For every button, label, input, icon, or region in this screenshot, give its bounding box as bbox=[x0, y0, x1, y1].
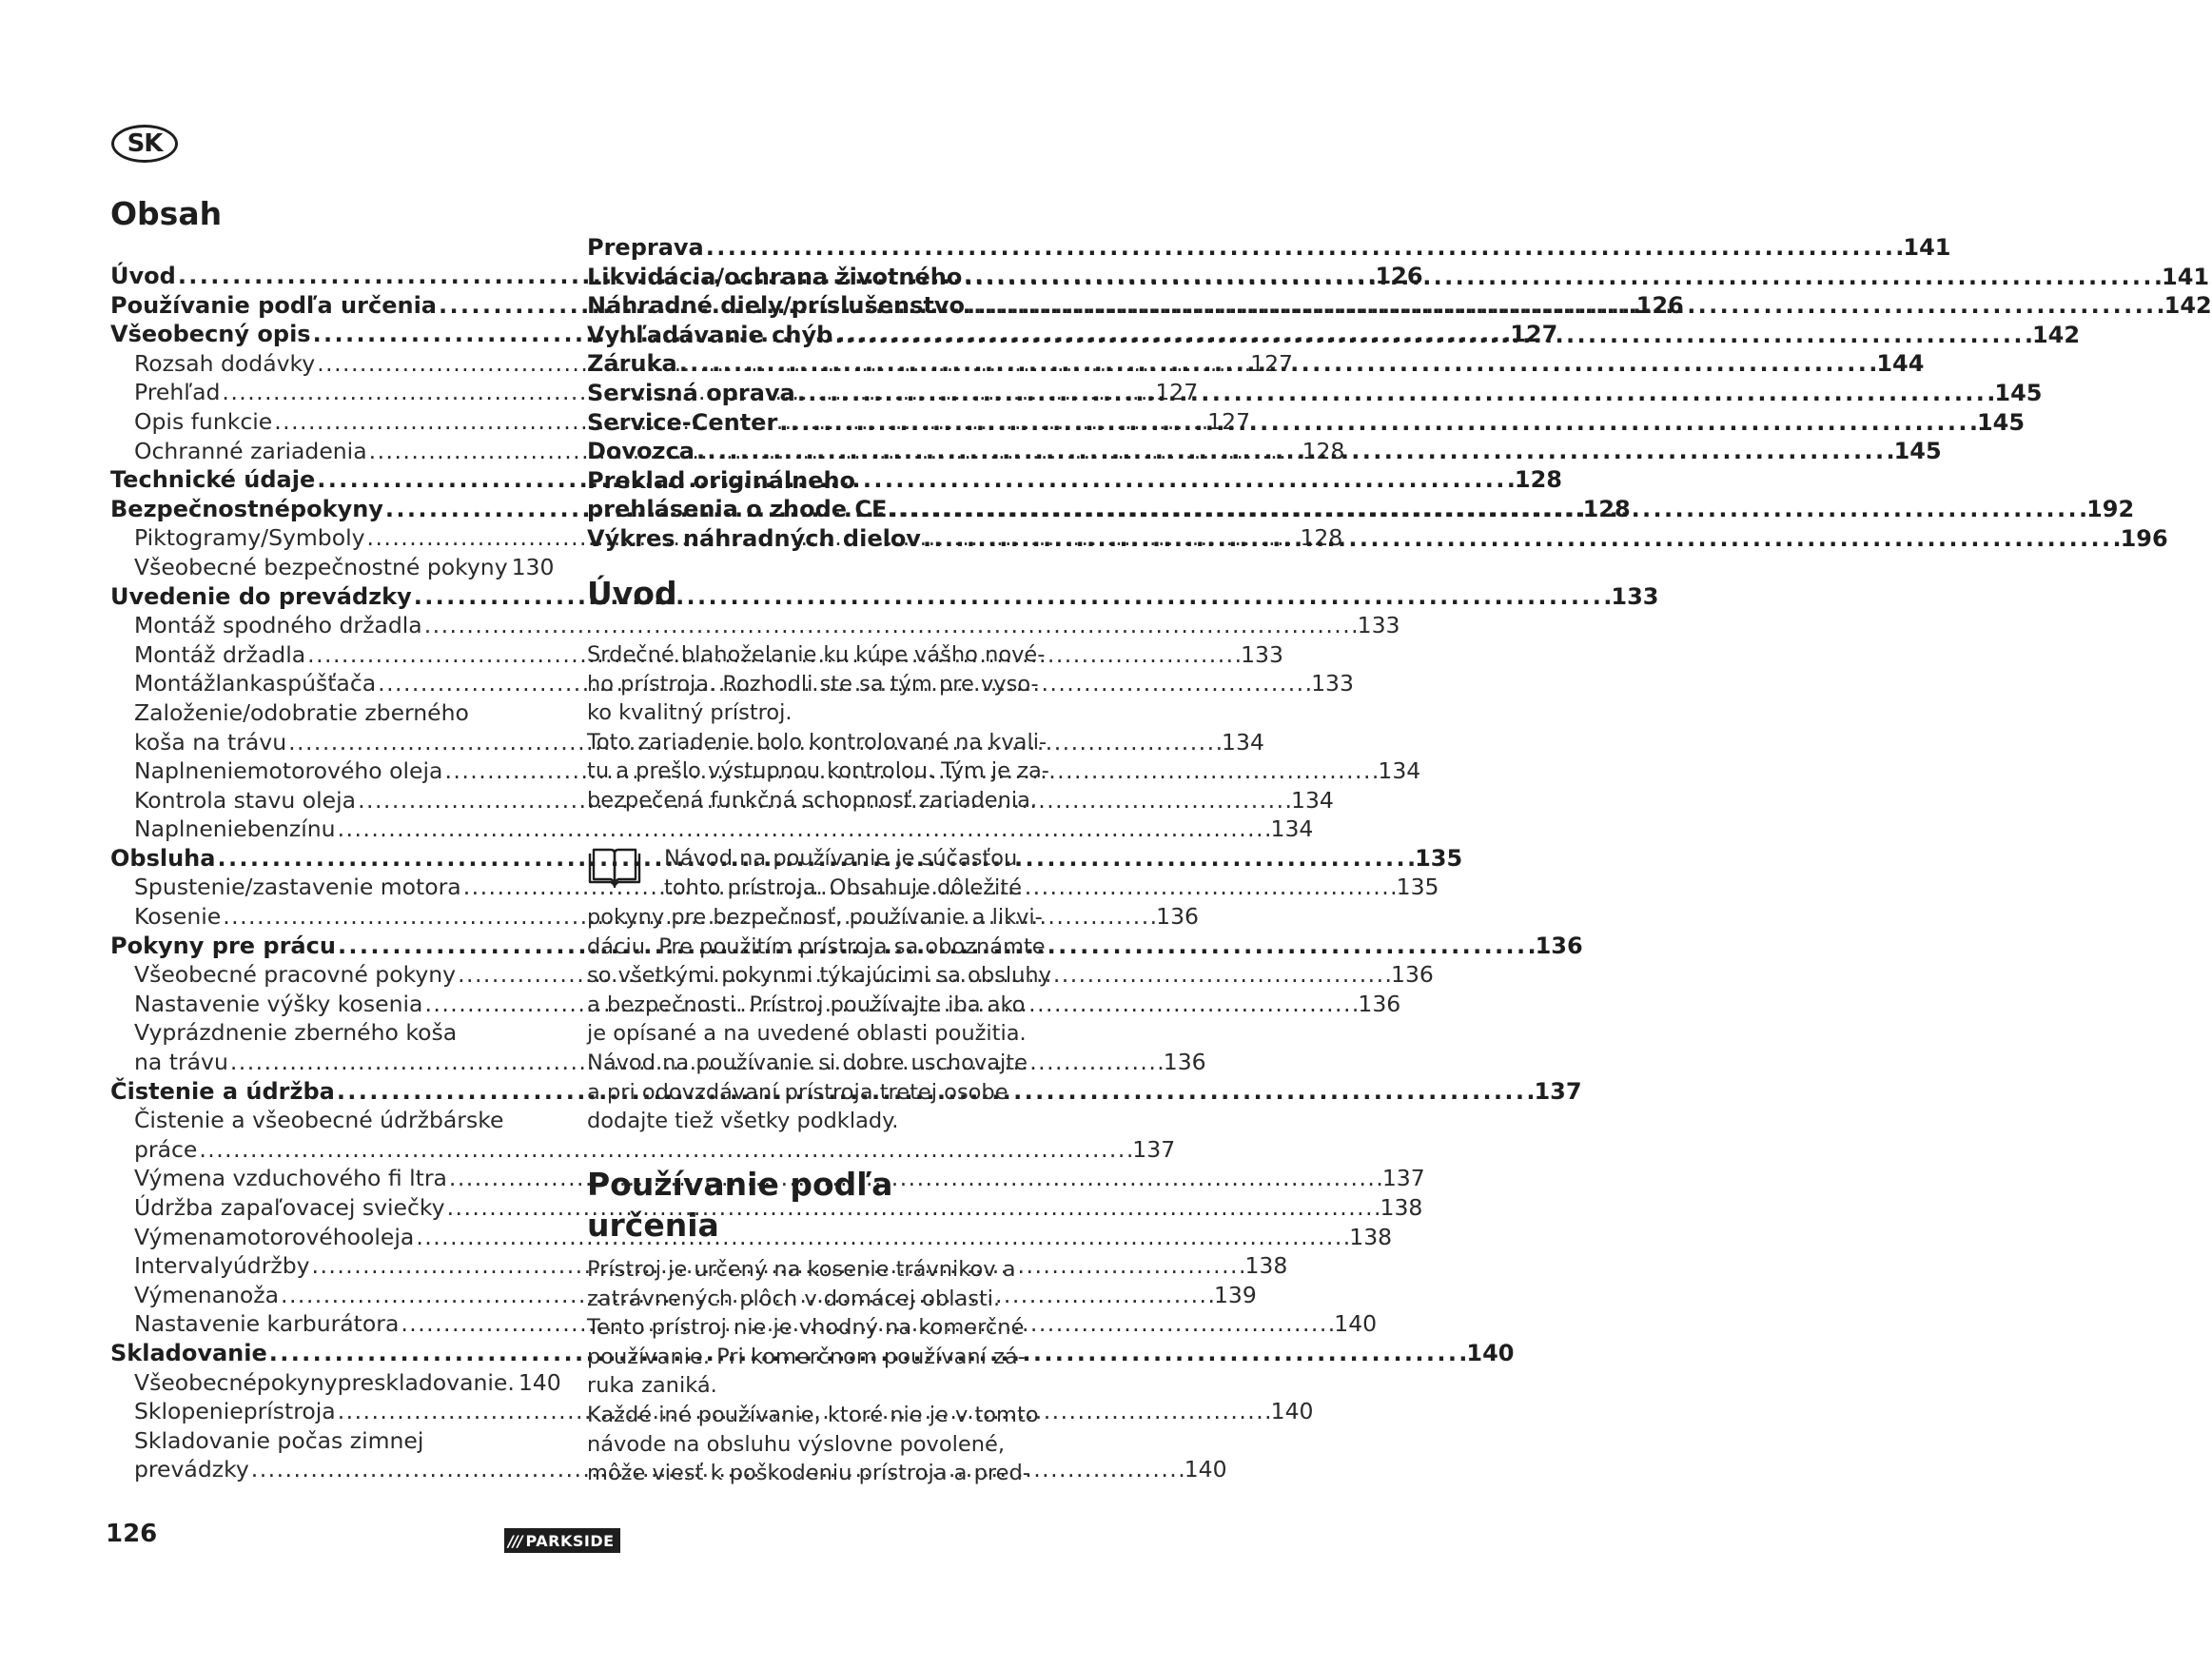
toc-entry bbox=[110, 757, 1421, 787]
uvod-paragraph-1: Srdečné blahoželanie ku kúpe vášho nové- ho prístroja. Rozhodli ste sa tým pre vyso- ko kvalitný prístroj. Toto zariadenie bolo kontrolované na kvali- tu a prešlo výstupnou kontrolou. Tým je za- bezpečená funkčná schopnosť zariadenia. bbox=[587, 642, 1049, 813]
toc-entry-label: Ochranné zariadenia bbox=[134, 437, 367, 464]
toc-entry-label: prehlásenia o zhode CE bbox=[587, 496, 888, 523]
uvod-paragraph-2: pokyny pre bezpečnosť, používanie a likvi- dáciu. Pre použitím prístroja sa oboznámte so všetkými pokynmi týkajúcimi sa obsluhy a bezpečnosti. Prístroj používajte iba ako je opísané a na uvedené oblasti použitia. Návod na používanie si dobre uschovajte a pri odovzdávaní prístroja tretej osobe dodajte tiež všetky podklady. bbox=[587, 905, 1051, 1134]
toc-entry bbox=[110, 670, 1354, 699]
toc-entry-label: Údržba zapaľovacej sviečky bbox=[134, 1194, 445, 1221]
toc-page-number: 136 bbox=[1391, 961, 1434, 989]
toc-entry-label: Spustenie/zastavenie motora bbox=[134, 874, 461, 901]
toc-page-number: 134 bbox=[1378, 757, 1421, 785]
toc-entry-label: Montáž držadla bbox=[134, 640, 306, 668]
toc-page-number: 133 bbox=[1611, 582, 1659, 610]
toc-entry bbox=[110, 699, 551, 729]
toc-entry-label: Nastavenie výšky kosenia bbox=[134, 990, 423, 1017]
toc-entry bbox=[110, 1019, 551, 1049]
toc-entry bbox=[110, 1049, 1206, 1078]
toc-leader-dots bbox=[696, 438, 1892, 464]
pouzivanie-paragraph: Prístroj je určený na kosenie trávnikov a zatrávnených plôch v domácej oblasti. Tento prístroj nie je vhodný na komerčné používanie. Pri komerčnom používaní zá- ruka zaniká. Každé iné používanie, ktoré nie je v tomto návode na obsluhu výslovne povolené, môže viesť k poškodeniu prístroja a pred- bbox=[587, 1257, 1039, 1486]
toc-page-number: 127 bbox=[1250, 349, 1293, 377]
toc-page-number: 145 bbox=[1976, 408, 2026, 436]
toc-entry-label: Používanie podľa určenia bbox=[110, 291, 437, 319]
toc-page-number: 136 bbox=[1535, 932, 1583, 959]
toc-entry-label: Všeobecné pracovné pokyny bbox=[134, 961, 457, 989]
toc-entry-label: Výmenamotorovéhooleja bbox=[134, 1223, 415, 1250]
toc-entry-label: Vyprázdnenie zberného koša bbox=[134, 1019, 458, 1047]
toc-page-number: 126 bbox=[1375, 263, 1423, 289]
toc-entry-label: prevádzky bbox=[134, 1456, 249, 1483]
toc-entry bbox=[110, 728, 1264, 758]
toc-page-number: 140 bbox=[1184, 1456, 1227, 1483]
toc-page-number: 140 bbox=[518, 1368, 561, 1396]
toc-entry-label: Bezpečnostnépokyny bbox=[110, 495, 383, 522]
toc-entry-label: Montáž spodného držadla bbox=[134, 612, 422, 639]
toc-leader-dots bbox=[964, 264, 2160, 290]
toc-entry-label: Kontrola stavu oleja bbox=[134, 786, 357, 814]
uvod-paragraph-2-indented: Návod na používanie je súčasťou tohto prístroja. Obsahuje dôležité bbox=[664, 846, 1022, 900]
toc-entry-label: Náhradné diely/príslušenstvo bbox=[587, 292, 965, 320]
toc-page-number: 127 bbox=[1207, 407, 1251, 435]
toc-entry bbox=[110, 553, 555, 583]
toc-entry bbox=[110, 874, 1439, 903]
toc-page-number: 135 bbox=[1396, 874, 1439, 901]
toc-leader-dots bbox=[967, 292, 2163, 319]
toc-entry bbox=[110, 1223, 1393, 1253]
toc-page-number: 128 bbox=[1582, 495, 1631, 522]
toc-entry-label: Pokyny pre prácu bbox=[110, 932, 336, 959]
page-number: 126 bbox=[106, 1520, 158, 1548]
toc-entry bbox=[110, 1427, 551, 1457]
toc-entry bbox=[110, 786, 1334, 816]
toc-page-number: 134 bbox=[1270, 815, 1314, 843]
toc-page-number: 144 bbox=[1876, 350, 1925, 378]
toc-entry-label: Vyhľadávanie chýb bbox=[587, 321, 833, 348]
toc-entry-label: Úvod bbox=[110, 263, 176, 289]
toc-entry-label: Všeobecnépokynypreskladovanie. bbox=[134, 1368, 515, 1396]
toc-entry-label: Nastavenie karburátora bbox=[134, 1310, 400, 1338]
toc-entry bbox=[110, 1194, 1423, 1224]
toc-page-number: 142 bbox=[2163, 292, 2212, 320]
toc-entry-label: Uvedenie do prevádzky bbox=[110, 582, 412, 610]
toc-page-number: 133 bbox=[1357, 612, 1400, 639]
toc-page-number: 137 bbox=[1132, 1135, 1176, 1163]
toc-page-number: 142 bbox=[2031, 321, 2081, 348]
toc-entry-label: Piktogramy/Symboly bbox=[134, 524, 365, 552]
toc-page-number: 128 bbox=[1300, 524, 1343, 552]
pouzivanie-heading: Používanie podľa určenia bbox=[587, 1166, 893, 1244]
open-book-icon bbox=[586, 846, 643, 892]
toc-page-number: 138 bbox=[1349, 1223, 1393, 1250]
toc-title: Obsah bbox=[110, 195, 223, 232]
toc-entry-label: Všeobecný opis bbox=[110, 321, 311, 348]
toc-leader-dots bbox=[834, 322, 2030, 348]
toc-entry bbox=[110, 932, 1583, 962]
toc-entry-label: koša na trávu bbox=[134, 728, 287, 756]
toc-entry-label: Čistenie a všeobecné údržbárske bbox=[134, 1107, 504, 1134]
toc-page-number: 140 bbox=[1270, 1398, 1314, 1425]
toc-entry bbox=[110, 903, 1199, 933]
toc-entry-label: Záruka bbox=[587, 350, 677, 378]
toc-entry bbox=[110, 1135, 1176, 1166]
toc-page-number: 138 bbox=[1244, 1252, 1288, 1280]
toc-entry-label: Naplneniebenzínu bbox=[134, 815, 336, 843]
toc-entry-label: Dovozca bbox=[587, 438, 695, 465]
toc-page-number: 141 bbox=[1903, 234, 1951, 261]
toc-entry-label: Service-Center bbox=[587, 408, 778, 436]
toc-leader-dots bbox=[424, 612, 1356, 638]
toc-page-number: 192 bbox=[2086, 496, 2135, 523]
toc-page-number: 141 bbox=[2162, 263, 2210, 290]
toc-page-number: 136 bbox=[1156, 903, 1199, 931]
toc-entry-label: Technické údaje bbox=[110, 466, 316, 494]
toc-entry bbox=[587, 467, 1029, 497]
toc-entry bbox=[587, 234, 1951, 264]
toc-entry bbox=[110, 961, 1434, 991]
toc-entry bbox=[110, 1456, 1227, 1485]
toc-page-number: 127 bbox=[1155, 379, 1199, 406]
toc-entry bbox=[110, 990, 1401, 1020]
toc-page-number: 127 bbox=[1510, 321, 1558, 348]
toc-page-number: 128 bbox=[1302, 437, 1345, 464]
toc-entry-label: Likvidácia/ochrana životného bbox=[587, 263, 963, 290]
toc-entry-label: Servisná oprava bbox=[587, 379, 795, 406]
language-badge: SK bbox=[111, 125, 178, 163]
uvod-heading: Úvod bbox=[587, 575, 677, 612]
toc-entry-label: Všeobecné bezpečnostné pokyny bbox=[134, 553, 508, 580]
toc-entry bbox=[110, 1107, 551, 1136]
toc-entry-label: Rozsah dodávky bbox=[134, 349, 316, 377]
toc-page-number: 134 bbox=[1222, 728, 1264, 756]
toc-page-number: 136 bbox=[1163, 1049, 1206, 1076]
toc-entry-label: Čistenie a údržba bbox=[110, 1077, 335, 1105]
toc-entry-label: Výmenanoža bbox=[134, 1281, 280, 1308]
toc-entry-label: Naplneniemotorového oleja bbox=[134, 757, 443, 785]
toc-page-number: 196 bbox=[2120, 524, 2168, 552]
toc-entry bbox=[110, 815, 1314, 845]
toc-leader-dots bbox=[338, 815, 1269, 842]
toc-entry-label: Opis funkcie bbox=[134, 407, 273, 435]
toc-page-number: 136 bbox=[1358, 990, 1401, 1017]
toc-page-number: 126 bbox=[1635, 291, 1684, 319]
toc-page-number: 145 bbox=[1893, 438, 1942, 465]
toc-entry-label: Skladovanie bbox=[110, 1339, 267, 1366]
toc-page-number: 138 bbox=[1380, 1194, 1423, 1221]
toc-entry-label: Intervalyúdržby bbox=[134, 1252, 310, 1280]
toc-page-number: 140 bbox=[1466, 1339, 1515, 1366]
toc-entry bbox=[110, 1310, 1378, 1340]
toc-entry-label: Kosenie bbox=[134, 903, 222, 931]
toc-entry-label: Založenie/odobratie zberného bbox=[134, 698, 469, 726]
toc-leader-dots bbox=[779, 409, 1975, 436]
toc-leader-dots bbox=[889, 496, 2085, 522]
toc-page-number: 137 bbox=[1381, 1165, 1425, 1192]
toc-entry bbox=[110, 1252, 1288, 1282]
toc-page-number: 134 bbox=[1291, 786, 1334, 814]
toc-page-number: 133 bbox=[1241, 640, 1283, 668]
toc-page-number: 140 bbox=[1334, 1310, 1378, 1338]
toc-page-number: 137 bbox=[1534, 1077, 1582, 1105]
toc-entry-label: Obsluha bbox=[110, 844, 216, 872]
toc-page-number: 145 bbox=[1994, 379, 2043, 406]
toc-entry bbox=[110, 640, 1283, 671]
toc-entry-label: na trávu bbox=[134, 1049, 228, 1076]
toc-page-number: 135 bbox=[1415, 844, 1463, 872]
toc-entry bbox=[110, 1339, 1515, 1369]
toc-entry-label: Sklopenieprístroja bbox=[134, 1398, 336, 1425]
toc-entry bbox=[110, 612, 1400, 641]
toc-leader-dots bbox=[797, 380, 1993, 406]
toc-entry-label: Výmena vzduchového fi ltra bbox=[134, 1165, 447, 1192]
toc-entry bbox=[110, 1281, 1257, 1311]
toc-entry-label: Preprava bbox=[587, 234, 704, 261]
toc-page-number: 139 bbox=[1213, 1281, 1257, 1308]
toc-leader-dots bbox=[706, 234, 1902, 261]
toc-entry bbox=[110, 1077, 1582, 1108]
toc-leader-dots bbox=[923, 525, 2119, 552]
toc-page-number: 128 bbox=[1514, 466, 1562, 494]
toc-entry bbox=[110, 1165, 1425, 1194]
toc-entry-label: práce bbox=[134, 1135, 198, 1163]
toc-entry-label: Montážlankaspúšťača bbox=[134, 670, 377, 697]
toc-entry bbox=[110, 1398, 1314, 1427]
toc-page-number: 133 bbox=[1311, 670, 1354, 697]
toc-leader-dots bbox=[679, 350, 1875, 377]
toc-entry-label: Skladovanie počas zimnej bbox=[134, 1426, 424, 1454]
toc-page-number: 130 bbox=[511, 553, 555, 580]
toc-entry-label: Výkres náhradných dielov bbox=[587, 524, 921, 552]
toc-entry-label: Preklad originálneho bbox=[587, 466, 856, 494]
parkside-logo: /// PARKSIDE bbox=[504, 1528, 620, 1553]
toc-entry bbox=[110, 1368, 561, 1399]
toc-entry-label: Prehľad bbox=[134, 379, 221, 406]
toc-leader-dots bbox=[199, 1136, 1130, 1163]
